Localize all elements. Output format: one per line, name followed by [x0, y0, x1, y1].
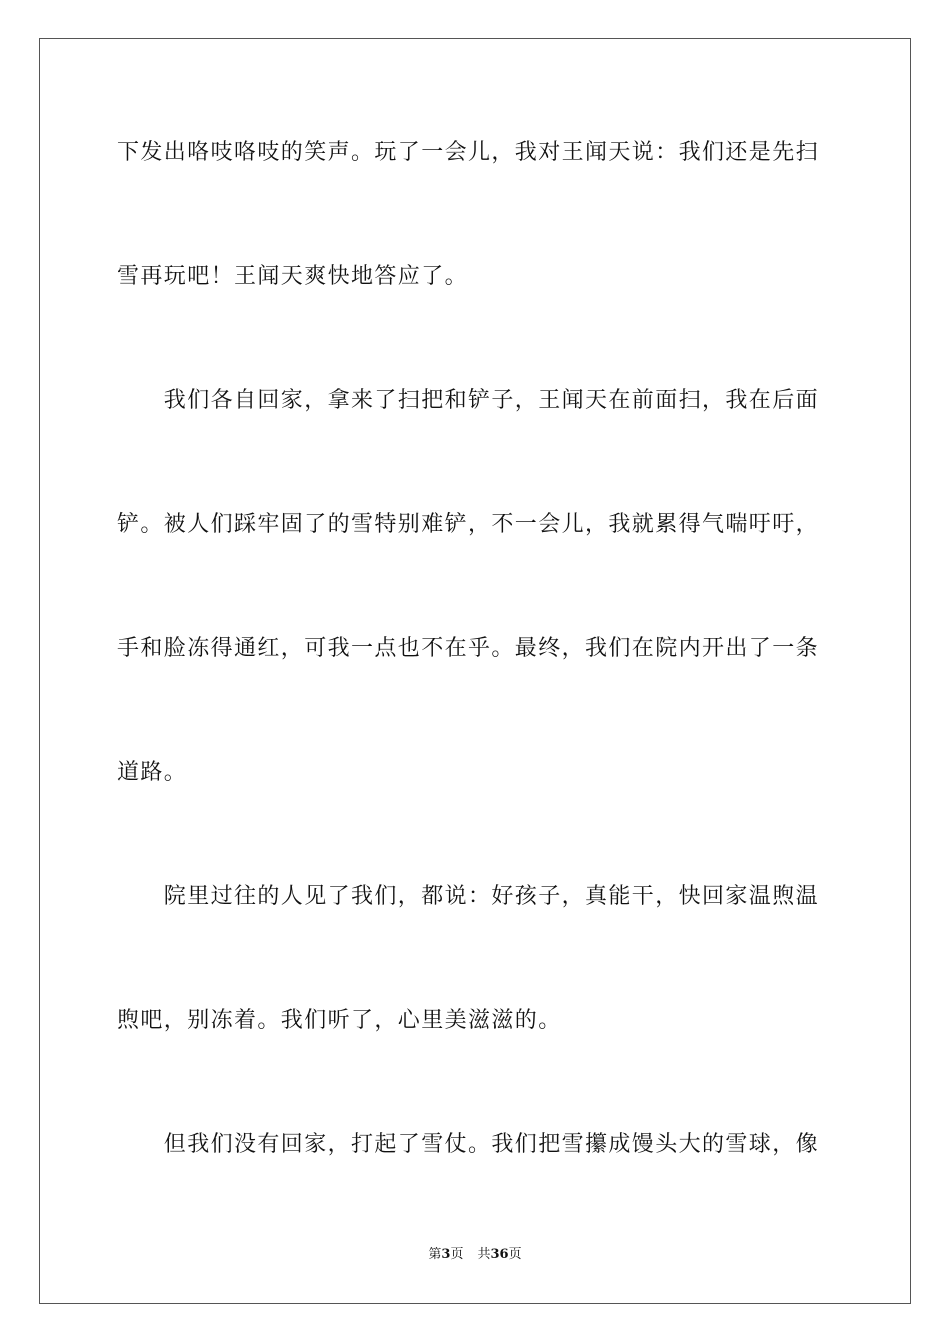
page-footer — [0, 1246, 950, 1264]
paragraph-line: 院里过往的人见了我们，都说：好孩子，真能干，快回家温煦温 — [117, 884, 820, 909]
total-prefix: 共 — [477, 1247, 491, 1262]
paragraph-line: 下发出咯吱咯吱的笑声。玩了一会儿，我对王闻天说：我们还是先扫 — [117, 140, 820, 165]
paragraph-line: 手和脸冻得通红，可我一点也不在乎。最终，我们在院内开出了一条 — [117, 636, 820, 661]
paragraph-line: 我们各自回家，拿来了扫把和铲子，王闻天在前面扫，我在后面 — [117, 388, 820, 413]
paragraph-line: 煦吧，别冻着。我们听了，心里美滋滋的。 — [117, 1008, 562, 1033]
page-suffix: 页 — [450, 1247, 464, 1262]
paragraph-line: 道路。 — [117, 760, 188, 785]
page-prefix: 第 — [428, 1247, 442, 1262]
paragraph-line: 但我们没有回家，打起了雪仗。我们把雪攥成馒头大的雪球，像 — [117, 1132, 820, 1157]
page-border — [39, 38, 911, 1304]
total-pages: 36 — [490, 1247, 509, 1262]
paragraph-line: 雪再玩吧！王闻天爽快地答应了。 — [117, 264, 469, 289]
total-suffix: 页 — [508, 1247, 522, 1262]
page-number: 3 — [441, 1247, 451, 1262]
paragraph-line: 铲。被人们踩牢固了的雪特别难铲，不一会儿，我就累得气喘吁吁， — [117, 512, 820, 537]
